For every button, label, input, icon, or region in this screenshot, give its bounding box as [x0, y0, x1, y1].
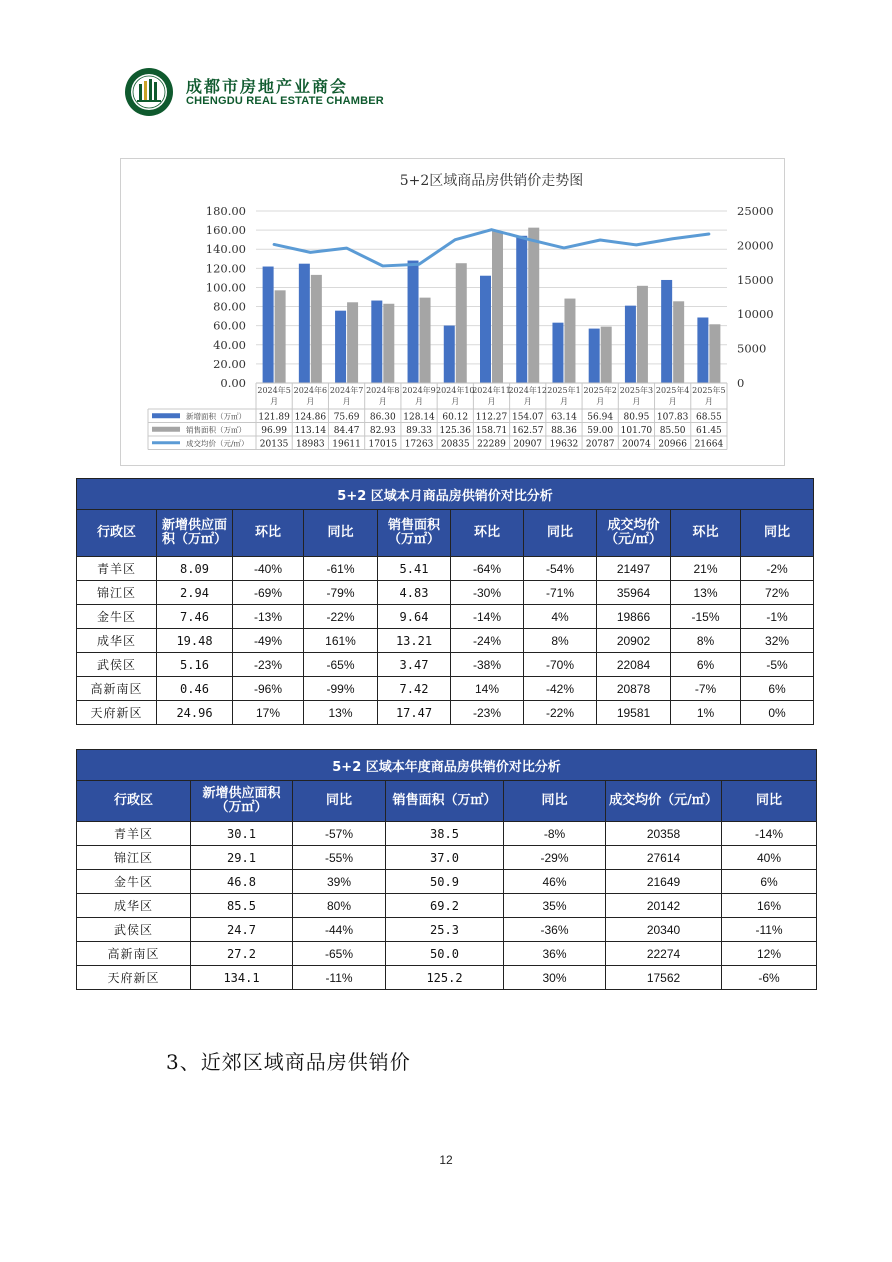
- data-label: 128.14: [403, 412, 435, 423]
- data-label: 61.45: [696, 425, 722, 436]
- monthly-table-value-cell: -70%: [524, 653, 597, 677]
- annual-table-value-cell: 30.1: [191, 822, 293, 846]
- y-left-tick-label: 160.00: [205, 223, 246, 238]
- monthly-table-value-cell: 17.47: [378, 701, 451, 725]
- x-tick-label: 2024年5: [257, 386, 291, 395]
- monthly-table-value-cell: 32%: [741, 629, 814, 653]
- annual-table-value-cell: 39%: [293, 870, 386, 894]
- data-label: 68.55: [696, 412, 722, 423]
- y-left-tick-label: 80.00: [213, 299, 246, 314]
- monthly-table-header-cell: 同比: [524, 510, 597, 557]
- monthly-table-value-cell: 21%: [671, 557, 741, 581]
- monthly-table-value-cell: -30%: [451, 581, 524, 605]
- x-tick-label: 2024年10: [435, 386, 475, 395]
- monthly-table-value-cell: -49%: [233, 629, 304, 653]
- annual-table-title: 5+2 区域本年度商品房供销价对比分析: [77, 750, 817, 781]
- annual-table-value-cell: 6%: [722, 870, 817, 894]
- annual-table-value-cell: -55%: [293, 846, 386, 870]
- y-right-tick-label: 5000: [737, 341, 767, 356]
- monthly-table-value-cell: 14%: [451, 677, 524, 701]
- annual-table-value-cell: 25.3: [386, 918, 504, 942]
- monthly-table-row: [77, 701, 814, 725]
- data-label: 86.30: [369, 412, 396, 423]
- annual-table-value-cell: 36%: [504, 942, 606, 966]
- y-right-tick-label: 25000: [737, 204, 774, 218]
- annual-table-header-cell: 行政区: [77, 781, 191, 822]
- monthly-table-value-cell: 161%: [304, 629, 378, 653]
- monthly-table-value-cell: 5.16: [157, 653, 233, 677]
- annual-table-value-cell: 37.0: [386, 846, 504, 870]
- annual-table-value-cell: 46%: [504, 870, 606, 894]
- annual-table-value-cell: 80%: [293, 894, 386, 918]
- annual-table-value-cell: -36%: [504, 918, 606, 942]
- x-tick-label: 2024年8: [366, 386, 400, 395]
- annual-table-district-cell: 成华区: [77, 894, 191, 918]
- x-tick-label: 2024年12: [508, 386, 548, 395]
- annual-table-value-cell: 38.5: [386, 822, 504, 846]
- x-tick-label: 2024年7: [329, 386, 364, 395]
- bar-new-supply: [335, 311, 346, 383]
- trend-chart: [120, 158, 785, 466]
- monthly-table-district-cell: 成华区: [77, 629, 157, 653]
- monthly-table-district-cell: 青羊区: [77, 557, 157, 581]
- annual-table-value-cell: 16%: [722, 894, 817, 918]
- monthly-table-value-cell: 35964: [597, 581, 671, 605]
- x-tick-label: 月: [632, 397, 641, 406]
- data-label: 20135: [259, 439, 289, 450]
- annual-table-row: [77, 894, 817, 918]
- x-tick-label: 月: [523, 397, 532, 406]
- monthly-table-value-cell: -2%: [741, 557, 814, 581]
- y-left-tick-label: 40.00: [213, 337, 246, 352]
- monthly-table-value-cell: 4%: [524, 605, 597, 629]
- x-tick-label: 月: [487, 397, 496, 406]
- page-number: 12: [439, 1153, 453, 1167]
- x-tick-label: 2024年11: [472, 386, 511, 395]
- bar-sales-area: [383, 304, 394, 383]
- bar-sales-area: [456, 263, 467, 383]
- y-left-tick-label: 0.00: [220, 376, 246, 390]
- chart-title: 5+2区域商品房供销价走势图: [399, 173, 584, 189]
- x-tick-label: 月: [306, 397, 315, 406]
- annual-table-value-cell: 125.2: [386, 966, 504, 990]
- annual-table-district-cell: 高新南区: [77, 942, 191, 966]
- monthly-table-value-cell: -99%: [304, 677, 378, 701]
- annual-table-district-cell: 金牛区: [77, 870, 191, 894]
- legend-key-new-supply: [152, 413, 180, 418]
- annual-table-value-cell: 85.5: [191, 894, 293, 918]
- bar-sales-area: [637, 286, 648, 383]
- monthly-table-value-cell: 7.42: [378, 677, 451, 701]
- annual-table-district-cell: 武侯区: [77, 918, 191, 942]
- data-label: 96.99: [261, 425, 287, 436]
- data-label: 19632: [549, 439, 579, 450]
- annual-table-row: [77, 822, 817, 846]
- annual-table-value-cell: -8%: [504, 822, 606, 846]
- y-right-tick-label: 10000: [737, 307, 774, 322]
- x-tick-label: 2025年5: [692, 386, 726, 395]
- data-label: 101.70: [620, 425, 653, 436]
- monthly-table-value-cell: -65%: [304, 653, 378, 677]
- monthly-table-value-cell: -71%: [524, 581, 597, 605]
- monthly-table-value-cell: 2.94: [157, 581, 233, 605]
- y-right-tick-label: 15000: [737, 272, 774, 287]
- x-tick-label: 月: [451, 397, 460, 406]
- data-label: 158.71: [475, 425, 508, 436]
- annual-table-value-cell: 12%: [722, 942, 817, 966]
- annual-table-district-cell: 青羊区: [77, 822, 191, 846]
- monthly-table-value-cell: 19581: [597, 701, 671, 725]
- bar-new-supply: [661, 280, 672, 383]
- annual-table-header-cell: 同比: [722, 781, 817, 822]
- monthly-table-value-cell: 22084: [597, 653, 671, 677]
- annual-table-value-cell: 50.0: [386, 942, 504, 966]
- annual-table-district-cell: 锦江区: [77, 846, 191, 870]
- monthly-table-value-cell: -42%: [524, 677, 597, 701]
- bar-new-supply: [552, 323, 563, 383]
- monthly-table-value-cell: 21497: [597, 557, 671, 581]
- x-tick-label: 2025年1: [547, 386, 581, 395]
- annual-table-value-cell: -29%: [504, 846, 606, 870]
- annual-table-value-cell: 22274: [606, 942, 722, 966]
- monthly-table-value-cell: 1%: [671, 701, 741, 725]
- monthly-table-district-cell: 锦江区: [77, 581, 157, 605]
- monthly-table-value-cell: -24%: [451, 629, 524, 653]
- data-label: 20835: [440, 439, 470, 450]
- y-left-tick-label: 100.00: [205, 280, 246, 295]
- x-tick-label: 2025年4: [655, 386, 690, 395]
- monthly-table-value-cell: 17%: [233, 701, 304, 725]
- monthly-table-district-cell: 高新南区: [77, 677, 157, 701]
- legend-key-sales-area: [152, 427, 180, 432]
- x-tick-label: 2025年3: [619, 386, 654, 395]
- annual-table-value-cell: -44%: [293, 918, 386, 942]
- data-label: 19611: [332, 439, 361, 450]
- annual-table-value-cell: -6%: [722, 966, 817, 990]
- monthly-table-value-cell: 6%: [741, 677, 814, 701]
- monthly-table-value-cell: 0%: [741, 701, 814, 725]
- annual-table-row: [77, 966, 817, 990]
- annual-table-header-cell: 成交均价（元/㎡）: [606, 781, 722, 822]
- x-tick-label: 月: [704, 397, 713, 406]
- data-label: 59.00: [587, 425, 614, 436]
- data-label: 82.93: [369, 425, 396, 436]
- bar-new-supply: [697, 317, 708, 383]
- annual-table-value-cell: 17562: [606, 966, 722, 990]
- bar-sales-area: [420, 298, 431, 383]
- x-tick-label: 月: [559, 397, 568, 406]
- monthly-table-header-cell: 销售面积（万㎡）: [378, 510, 451, 557]
- data-label: 112.27: [475, 412, 508, 423]
- annual-table-value-cell: 40%: [722, 846, 817, 870]
- annual-table-value-cell: -11%: [722, 918, 817, 942]
- bar-sales-area: [492, 231, 503, 383]
- monthly-table-value-cell: 8.09: [157, 557, 233, 581]
- annual-table-value-cell: 27614: [606, 846, 722, 870]
- data-label: 20074: [622, 439, 651, 450]
- bar-sales-area: [709, 324, 720, 383]
- monthly-table-value-cell: -54%: [524, 557, 597, 581]
- bar-new-supply: [625, 306, 636, 383]
- monthly-table-value-cell: 6%: [671, 653, 741, 677]
- y-left-tick-label: 120.00: [205, 261, 246, 276]
- monthly-table-value-cell: 72%: [741, 581, 814, 605]
- monthly-table-value-cell: -23%: [233, 653, 304, 677]
- trend-chart-svg: [121, 159, 784, 465]
- annual-table-value-cell: 69.2: [386, 894, 504, 918]
- annual-table-value-cell: -57%: [293, 822, 386, 846]
- bar-new-supply: [480, 276, 491, 383]
- monthly-table-header-cell: 同比: [304, 510, 378, 557]
- data-label: 89.33: [406, 425, 432, 436]
- annual-table-value-cell: 24.7: [191, 918, 293, 942]
- data-label: 124.86: [294, 412, 327, 423]
- data-label: 113.14: [294, 425, 327, 436]
- chamber-logo: [124, 67, 174, 117]
- x-tick-label: 月: [415, 397, 424, 406]
- monthly-comparison-table: [76, 478, 814, 725]
- monthly-table-value-cell: 9.64: [378, 605, 451, 629]
- y-right-tick-label: 0: [737, 376, 745, 390]
- monthly-table-value-cell: 3.47: [378, 653, 451, 677]
- monthly-table-value-cell: 4.83: [378, 581, 451, 605]
- annual-table-district-cell: 天府新区: [77, 966, 191, 990]
- annual-table-row: [77, 846, 817, 870]
- y-left-tick-label: 20.00: [213, 356, 246, 371]
- bar-new-supply: [371, 301, 382, 383]
- annual-table-row: [77, 942, 817, 966]
- annual-comparison-table: [76, 749, 817, 990]
- data-label: 20907: [513, 439, 543, 450]
- monthly-table-title: 5+2 区域本月商品房供销价对比分析: [77, 479, 814, 510]
- monthly-table-value-cell: -13%: [233, 605, 304, 629]
- x-tick-label: 2024年9: [402, 386, 436, 395]
- bar-new-supply: [263, 267, 274, 383]
- monthly-table-value-cell: 24.96: [157, 701, 233, 725]
- annual-table-value-cell: 134.1: [191, 966, 293, 990]
- data-label: 84.47: [333, 425, 360, 436]
- monthly-table-row: [77, 629, 814, 653]
- monthly-table-header-cell: 环比: [671, 510, 741, 557]
- data-label: 75.69: [333, 412, 360, 423]
- annual-table-value-cell: -11%: [293, 966, 386, 990]
- y-left-tick-label: 180.00: [205, 204, 246, 218]
- annual-table-header-cell: 新增供应面积（万㎡）: [191, 781, 293, 822]
- monthly-table-header-cell: 行政区: [77, 510, 157, 557]
- monthly-table-value-cell: -15%: [671, 605, 741, 629]
- data-label: 60.12: [442, 412, 469, 423]
- monthly-table-header-cell: 成交均价（元/㎡）: [597, 510, 671, 557]
- x-tick-label: 月: [342, 397, 351, 406]
- monthly-table-value-cell: -38%: [451, 653, 524, 677]
- monthly-table-value-cell: -40%: [233, 557, 304, 581]
- monthly-table-header-cell: 环比: [451, 510, 524, 557]
- monthly-table-value-cell: -5%: [741, 653, 814, 677]
- monthly-table-value-cell: 20878: [597, 677, 671, 701]
- x-tick-label: 月: [378, 397, 387, 406]
- monthly-table-value-cell: 13.21: [378, 629, 451, 653]
- annual-table-header-cell: 销售面积（万㎡）: [386, 781, 504, 822]
- monthly-table-value-cell: -79%: [304, 581, 378, 605]
- monthly-table-row: [77, 605, 814, 629]
- data-label: 154.07: [511, 412, 544, 423]
- monthly-table-value-cell: 5.41: [378, 557, 451, 581]
- data-label: 125.36: [439, 425, 472, 436]
- data-label: 56.94: [587, 412, 614, 423]
- data-label: 107.83: [656, 412, 689, 423]
- monthly-table-value-cell: -14%: [451, 605, 524, 629]
- annual-table-value-cell: 20358: [606, 822, 722, 846]
- monthly-table-value-cell: 0.46: [157, 677, 233, 701]
- bar-new-supply: [589, 329, 600, 383]
- org-name-cn: 成都市房地产业商会: [186, 77, 349, 96]
- data-label: 80.95: [623, 412, 650, 423]
- monthly-table-value-cell: 13%: [671, 581, 741, 605]
- bar-new-supply: [299, 264, 310, 383]
- annual-table-value-cell: -14%: [722, 822, 817, 846]
- legend-label: 新增面积（万㎡）: [186, 411, 246, 421]
- section-heading: 3、近郊区域商品房供销价: [166, 1050, 411, 1074]
- monthly-table-header-cell: 同比: [741, 510, 814, 557]
- monthly-table-value-cell: 13%: [304, 701, 378, 725]
- x-tick-label: 2024年6: [293, 386, 328, 395]
- monthly-table-district-cell: 金牛区: [77, 605, 157, 629]
- annual-table-header-cell: 同比: [293, 781, 386, 822]
- monthly-table-value-cell: 19.48: [157, 629, 233, 653]
- data-label: 88.36: [551, 425, 577, 436]
- bar-new-supply: [444, 326, 455, 383]
- y-right-tick-label: 20000: [737, 238, 774, 253]
- monthly-table-value-cell: -61%: [304, 557, 378, 581]
- data-label: 21664: [694, 439, 724, 450]
- org-name-en: CHENGDU REAL ESTATE CHAMBER: [186, 95, 384, 107]
- monthly-table-value-cell: -1%: [741, 605, 814, 629]
- monthly-table-header-cell: 环比: [233, 510, 304, 557]
- data-label: 18983: [296, 439, 325, 450]
- data-label: 63.14: [551, 412, 577, 423]
- bar-new-supply: [516, 236, 527, 383]
- data-label: 121.89: [258, 412, 290, 423]
- x-tick-label: 月: [596, 397, 605, 406]
- annual-table-value-cell: 20142: [606, 894, 722, 918]
- x-tick-label: 月: [270, 397, 279, 406]
- annual-table-header-cell: 同比: [504, 781, 606, 822]
- monthly-table-value-cell: 7.46: [157, 605, 233, 629]
- y-left-tick-label: 60.00: [213, 318, 246, 333]
- bar-sales-area: [347, 302, 358, 383]
- annual-table-row: [77, 870, 817, 894]
- bar-sales-area: [564, 299, 575, 383]
- monthly-table-row: [77, 677, 814, 701]
- data-label: 20787: [585, 439, 615, 450]
- data-label: 17263: [404, 439, 434, 450]
- monthly-table-value-cell: 19866: [597, 605, 671, 629]
- bar-sales-area: [673, 301, 684, 383]
- monthly-table-row: [77, 653, 814, 677]
- monthly-table-header-cell: 新增供应面积（万㎡）: [157, 510, 233, 557]
- annual-table-row: [77, 918, 817, 942]
- monthly-table-value-cell: 20902: [597, 629, 671, 653]
- data-label: 85.50: [659, 425, 686, 436]
- x-tick-label: 2025年2: [583, 386, 617, 395]
- monthly-table-value-cell: -23%: [451, 701, 524, 725]
- monthly-table-district-cell: 武侯区: [77, 653, 157, 677]
- annual-table-value-cell: 27.2: [191, 942, 293, 966]
- monthly-table-row: [77, 581, 814, 605]
- bar-sales-area: [528, 228, 539, 383]
- y-left-tick-label: 140.00: [205, 242, 246, 257]
- monthly-table-row: [77, 557, 814, 581]
- monthly-table-value-cell: -22%: [304, 605, 378, 629]
- legend-label: 销售面积（万㎡）: [186, 425, 246, 435]
- annual-table-value-cell: 29.1: [191, 846, 293, 870]
- annual-table-value-cell: 30%: [504, 966, 606, 990]
- bar-sales-area: [311, 275, 322, 383]
- annual-table-value-cell: 46.8: [191, 870, 293, 894]
- bar-sales-area: [601, 327, 612, 383]
- annual-table-value-cell: 21649: [606, 870, 722, 894]
- monthly-table-value-cell: -69%: [233, 581, 304, 605]
- bar-new-supply: [408, 261, 419, 383]
- legend-label: 成交均价（元/㎡）: [186, 438, 249, 448]
- monthly-table-value-cell: 8%: [524, 629, 597, 653]
- line-avg-price: [274, 230, 709, 266]
- monthly-table-value-cell: 8%: [671, 629, 741, 653]
- annual-table-value-cell: 20340: [606, 918, 722, 942]
- annual-table-value-cell: -65%: [293, 942, 386, 966]
- data-label: 162.57: [511, 425, 544, 436]
- monthly-table-value-cell: -7%: [671, 677, 741, 701]
- data-label: 22289: [477, 439, 506, 450]
- monthly-table-value-cell: -64%: [451, 557, 524, 581]
- monthly-table-value-cell: -22%: [524, 701, 597, 725]
- x-tick-label: 月: [668, 397, 677, 406]
- annual-table-value-cell: 50.9: [386, 870, 504, 894]
- data-label: 20966: [658, 439, 687, 450]
- monthly-table-district-cell: 天府新区: [77, 701, 157, 725]
- annual-table-value-cell: 35%: [504, 894, 606, 918]
- bar-sales-area: [275, 290, 286, 383]
- data-label: 17015: [368, 439, 398, 450]
- monthly-table-value-cell: -96%: [233, 677, 304, 701]
